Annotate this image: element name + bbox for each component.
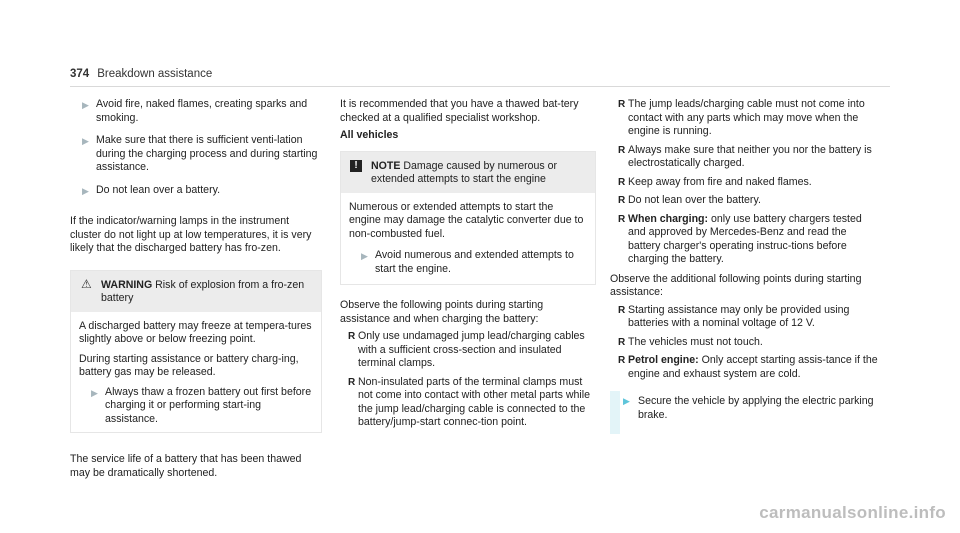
when-charging-label: When charging: <box>628 212 709 225</box>
bullet-list <box>610 304 880 382</box>
step-text: Secure the vehicle by applying the electric parking brake. <box>638 395 874 421</box>
list-item <box>610 176 880 190</box>
warning-header <box>71 271 321 312</box>
header-divider <box>70 86 890 87</box>
step-text: Make sure that there is sufficient venti-lation during the charging process and during starting assistance. <box>96 134 318 173</box>
note-header <box>341 152 595 193</box>
section-title: Breakdown assistance <box>97 68 213 80</box>
warning-title: Risk of explosion from a fro-zen battery <box>101 278 305 304</box>
note-label: NOTE <box>371 159 401 172</box>
observe-paragraph: Observe the following points during starting assistance and when charging the battery: <box>340 299 544 325</box>
parking-brake-step <box>610 391 880 426</box>
arrow-right-icon: ▶ <box>82 185 89 196</box>
warning-body <box>71 312 321 433</box>
arrow-right-icon: ▶ <box>361 251 368 261</box>
note-body <box>341 193 595 285</box>
warning-text: During starting assistance or battery charg-ing, battery gas may be released. <box>79 352 299 378</box>
list-item <box>340 330 596 371</box>
step-item <box>79 386 313 427</box>
list-item-text: Starting assistance may only be provided using batteries with a nominal voltage of 12 V. <box>628 303 850 329</box>
page-number: 374 <box>70 68 90 80</box>
list-item <box>610 213 880 267</box>
service-life-paragraph: The service life of a battery that has been thawed may be dramatically shortened. <box>70 453 302 479</box>
warning-box <box>70 270 322 434</box>
step-text: Avoid fire, naked flames, creating sparks and smoking. <box>96 98 308 124</box>
step-item <box>70 98 322 125</box>
recommend-paragraph: It is recommended that you have a thawed bat-tery checked at a qualified specialist workshop. <box>340 98 579 124</box>
list-item-text: only use battery chargers tested and approved by Mercedes-Benz and read the battery charger's operating instruc-tions before charging the battery. <box>628 212 862 265</box>
step-item <box>70 184 322 198</box>
list-item-text: The jump leads/charging cable must not come into contact with any parts which may move when the engine is running. <box>628 98 865 137</box>
bullet-marker: R <box>348 376 356 388</box>
frozen-battery-paragraph: If the indicator/warning lamps in the instrument cluster do not light up at low temperatures, it is very likely that the discharged battery has fro-zen. <box>70 215 312 254</box>
warning-label: WARNING <box>101 278 153 291</box>
list-item <box>610 336 880 350</box>
bullet-marker: R <box>618 144 626 156</box>
bullet-marker: R <box>618 355 626 366</box>
bullet-marker: R <box>618 213 626 225</box>
step-item <box>349 249 587 276</box>
note-title: Damage caused by numerous or extended attempts to start the engine <box>371 159 558 185</box>
list-item <box>340 376 596 430</box>
list-item-text: Non-insulated parts of the terminal clamps must not come into contact with other metal parts while the jump lead/charging cable is connected to the battery/jump-start connec-tion point. <box>358 375 590 428</box>
column-2 <box>340 98 596 436</box>
column-3 <box>610 98 880 426</box>
list-item <box>610 304 880 331</box>
page-header <box>70 68 212 82</box>
bullet-marker: R <box>348 331 356 342</box>
bullet-marker: R <box>618 304 626 316</box>
list-item-text: The vehicles must not touch. <box>628 335 763 348</box>
step-text: Always thaw a frozen battery out first before charging it or performing start-ing assistance. <box>105 385 312 425</box>
column-1 <box>70 98 322 490</box>
bullet-marker: R <box>618 99 626 110</box>
bullet-list <box>340 330 596 430</box>
all-vehicles-heading: All vehicles <box>340 129 399 141</box>
list-item-text: Only use undamaged jump lead/charging cables with a sufficient cross-section and insulated terminal clamps. <box>358 330 585 369</box>
bullet-marker: R <box>618 195 626 206</box>
note-box <box>340 151 596 286</box>
step-highlight-bar <box>610 391 620 434</box>
arrow-right-icon: ▶ <box>82 136 89 146</box>
bullet-list <box>610 98 880 267</box>
arrow-right-icon: ▶ <box>91 387 98 398</box>
list-item-text: Keep away from fire and naked flames. <box>628 175 812 188</box>
warning-text: A discharged battery may freeze at tempera-tures slightly above or below freezing point. <box>79 319 312 345</box>
list-item <box>610 98 880 139</box>
warning-triangle-icon: ⚠ <box>81 276 92 291</box>
step-text: Avoid numerous and extended attempts to start the engine. <box>375 249 574 275</box>
step-text: Do not lean over a battery. <box>96 183 221 196</box>
step-item <box>70 134 322 175</box>
arrow-right-icon: ▶ <box>82 100 89 110</box>
exclamation-icon: ! <box>350 160 362 172</box>
watermark: carmanualsonline.info <box>759 502 946 522</box>
list-item-text: Only accept starting assis-tance if the engine and exhaust system are cold. <box>628 354 878 380</box>
note-text: Numerous or extended attempts to start the engine may damage the catalytic converter due to non-combusted fuel. <box>349 200 584 240</box>
additional-points-paragraph: Observe the additional following points during starting assistance: <box>610 272 862 298</box>
list-item-text: Do not lean over the battery. <box>628 194 761 206</box>
list-item-text: Always make sure that neither you nor the battery is electrostatically charged. <box>628 143 872 169</box>
arrow-right-icon: ▶ <box>623 396 630 406</box>
bullet-marker: R <box>618 176 626 188</box>
list-item <box>610 194 880 208</box>
petrol-engine-label: Petrol engine: <box>628 354 699 366</box>
list-item <box>610 354 880 381</box>
bullet-marker: R <box>618 336 626 348</box>
list-item <box>610 144 880 171</box>
